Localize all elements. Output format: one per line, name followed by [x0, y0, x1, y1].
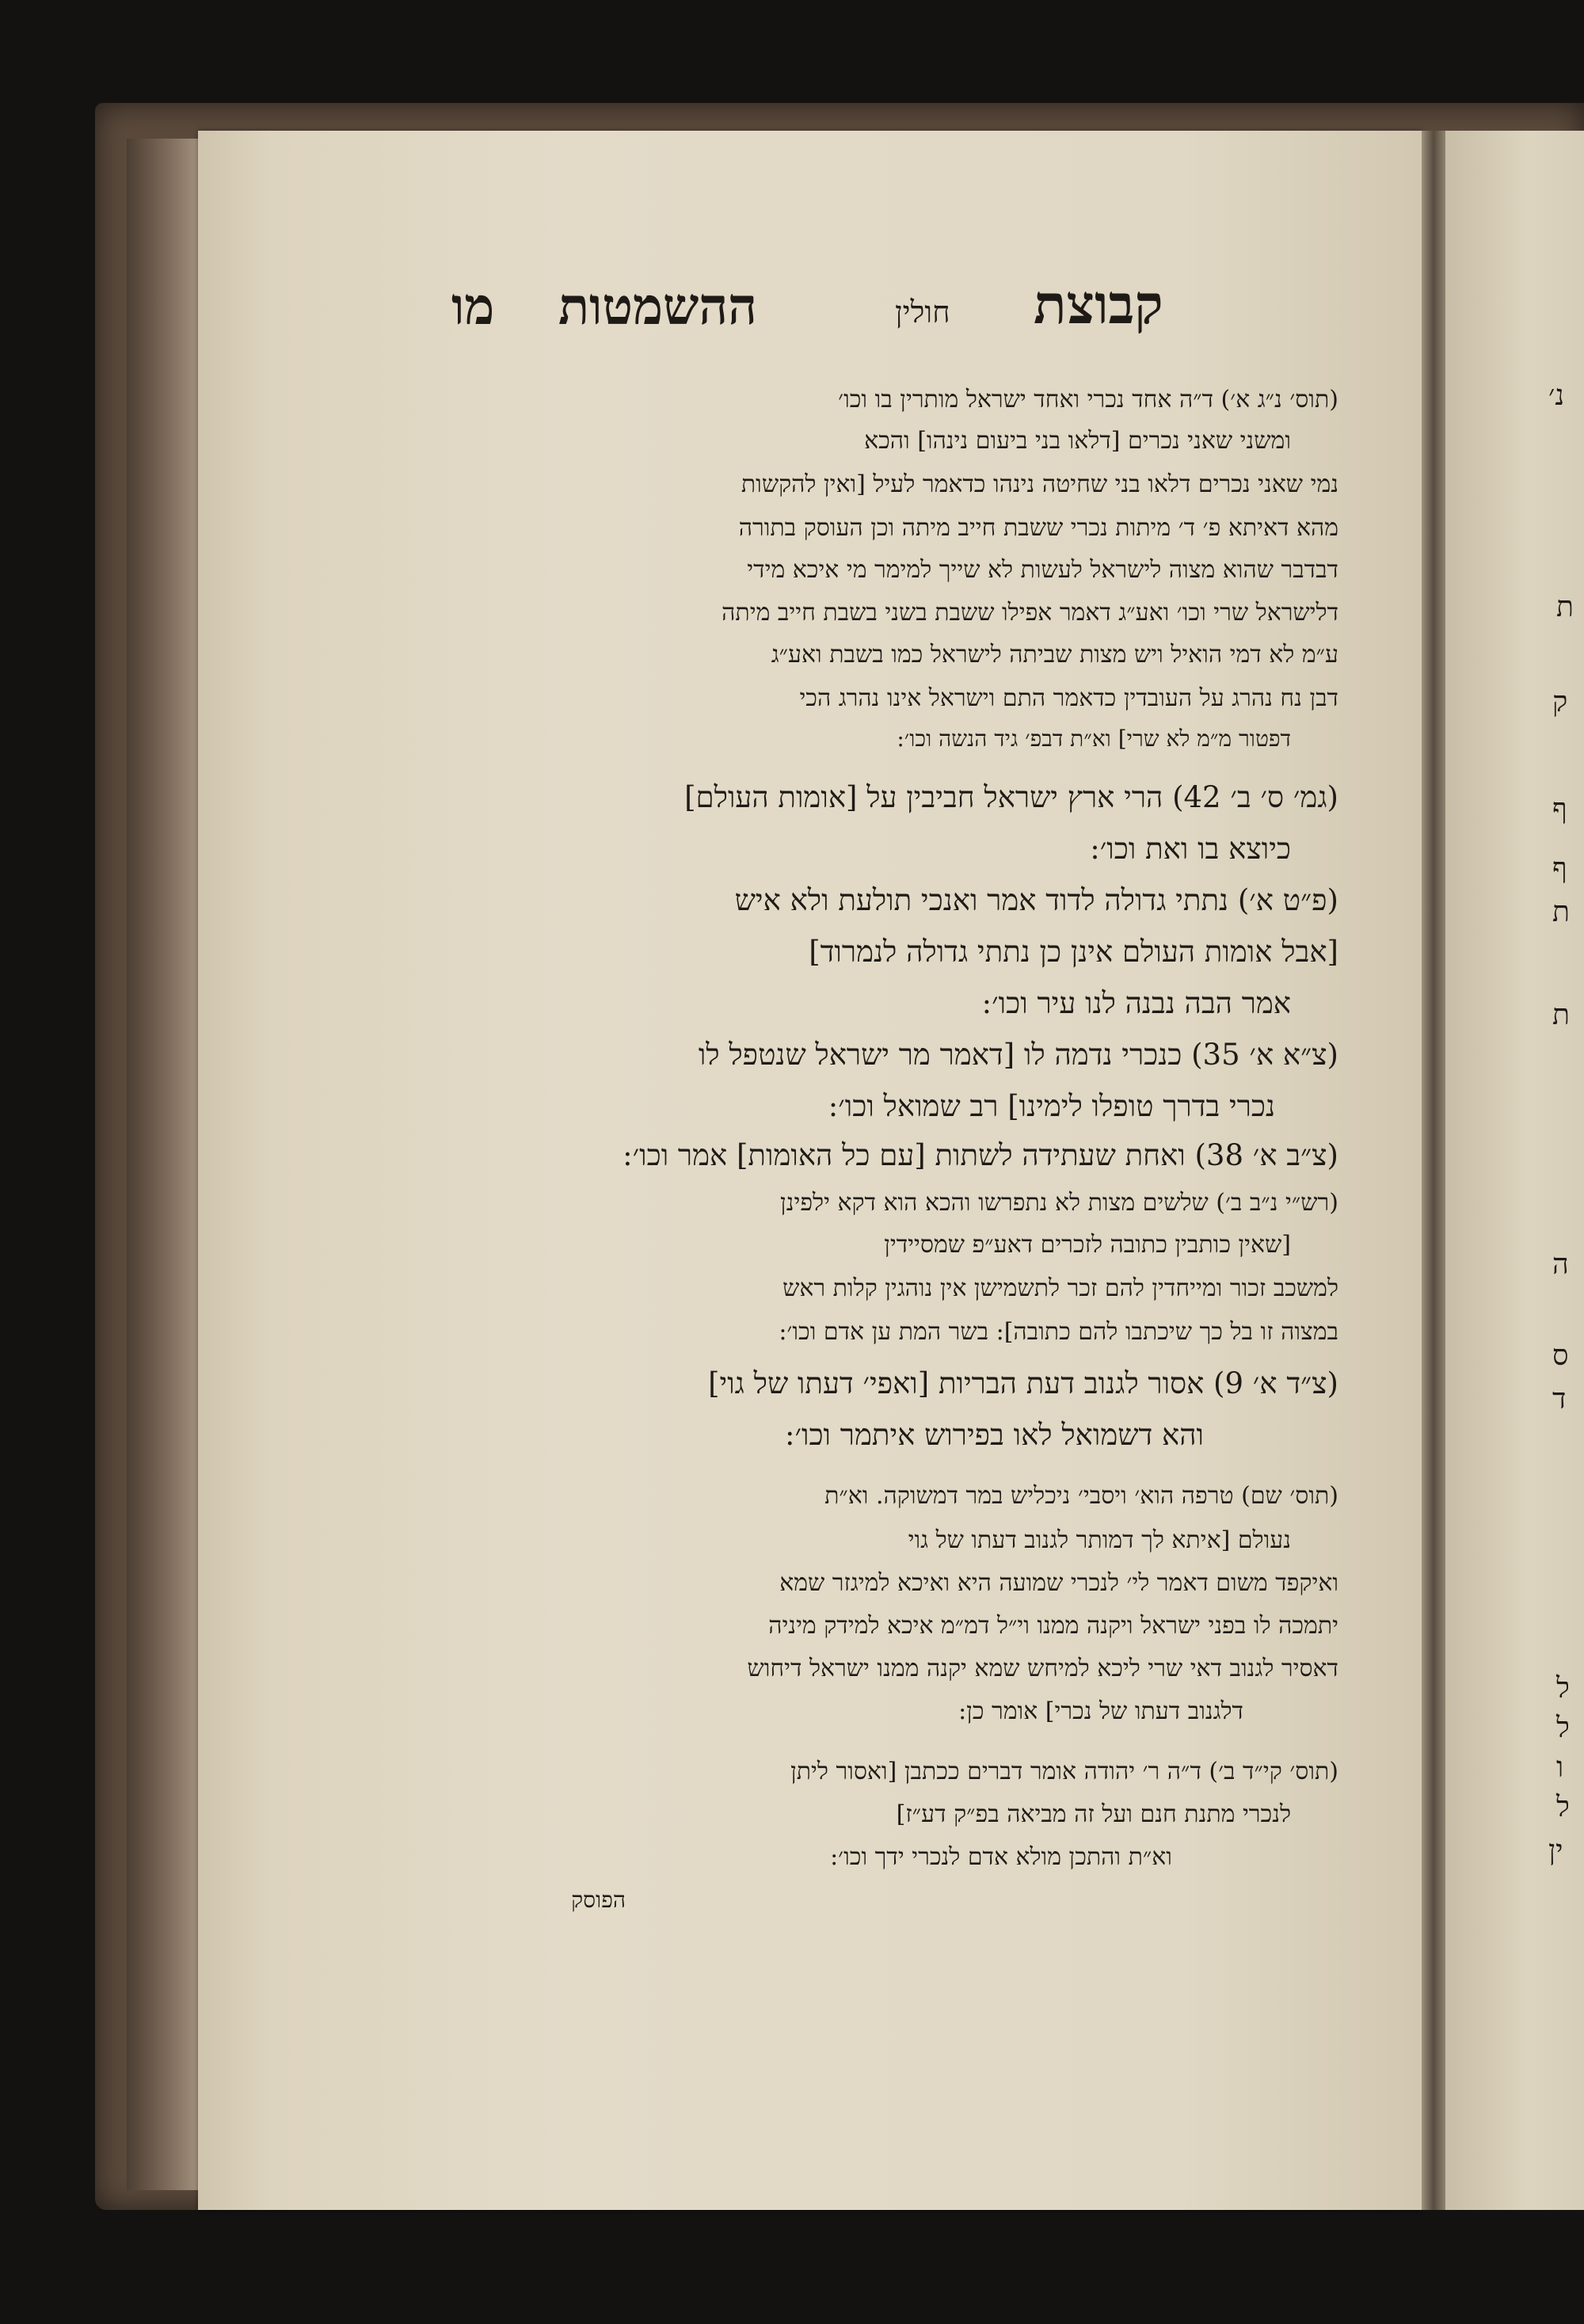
- facing-fragment: ס: [1552, 1339, 1569, 1372]
- body-line: לנכרי מתנת חנם ועל זה מביאה בפ״ק דע״ז]: [896, 1800, 1291, 1828]
- catchword: הפוסק: [571, 1887, 626, 1913]
- body-line: ע״מ לא דמי הואיל ויש מצות שביתה לישראל כמו בשבת ואע״ג: [771, 641, 1338, 669]
- body-line: במצוה זו בל כך שיכתבו להם כתובה]: בשר המת ען אדם וכו׳:: [779, 1318, 1338, 1346]
- body-line: אמר הבה נבנה לנו עיר וכו׳:: [981, 986, 1291, 1020]
- body-line: (פ״ט א׳) נתתי גדולה לדוד אמר ואנכי תולעת ולא איש: [734, 883, 1338, 917]
- body-line: דבדבר שהוא מצוה לישראל לעשות לא שייך למימר מי איכא מידי: [747, 556, 1338, 584]
- body-line: (תוס׳ שם) טרפה הוא׳ ויסבי׳ ניכליש במר דמשוקה. וא״ת: [824, 1482, 1338, 1510]
- body-line: (צ״ב א׳ 38) ואחת שעתידה לשתות [עם כל האומות] אמר וכו׳:: [623, 1138, 1338, 1172]
- body-line: למשכב זכור ומייחדין להם זכר לתשמישן אין נוהגין קלות ראש: [782, 1274, 1338, 1302]
- body-line: דאסיר לגנוב דאי שרי ליכא למיחש שמא יקנה ממנו ישראל דיחוש: [747, 1655, 1338, 1682]
- body-line: [שאין כותבין כתובה לזכרים דאע״פ שמסיידין: [884, 1231, 1291, 1259]
- facing-fragment: ת: [1552, 999, 1570, 1031]
- facing-fragment: ף: [1552, 793, 1567, 825]
- body-line: והא דשמואל לאו בפירוש איתמר וכו׳:: [784, 1418, 1204, 1452]
- body-line: ומשני שאני נכרים [דלאו בני ביעום נינהו] והכא: [864, 427, 1291, 455]
- facing-fragment: ל: [1556, 1712, 1570, 1744]
- body-line: (צ״ד א׳ 9) אסור לגנוב דעת הבריות [ואפי׳ דעתו של גוי]: [708, 1366, 1338, 1400]
- body-line: וא״ת והתכן מולא אדם לנכרי ידך וכו׳:: [830, 1843, 1172, 1871]
- body-line: ואיקפד משום דאמר לי׳ לנכרי שמועה היא ואיכא למיגזר שמא: [779, 1569, 1338, 1597]
- header-subtitle: ההשמטות: [558, 277, 757, 337]
- body-line: נמי שאני נכרים דלאו בני שחיטה נינהו כדאמר לעיל [ואין להקשות: [741, 471, 1338, 498]
- body-line: (גמ׳ ס׳ ב׳ 42) הרי ארץ ישראל חביבין על [אומות העולם]: [684, 780, 1338, 814]
- body-line: (תוס׳ קי״ד ב׳) ד״ה ר׳ יהודה אומר דברים ככתבן [ואסור ליתן: [790, 1758, 1338, 1785]
- facing-fragment: ת: [1552, 896, 1570, 928]
- body-line: כיוצא בו ואת וכו׳:: [1090, 832, 1291, 866]
- right-page-edge: [1445, 131, 1584, 2210]
- body-line: (צ״א א׳ 35) כנכרי נדמה לו [דאמר מר ישראל שנטפל לו: [698, 1038, 1338, 1072]
- body-line: נעולם [איתא לך דמותר לגנוב דעתו של גוי: [908, 1526, 1291, 1554]
- header-page-letters: מו: [451, 277, 495, 337]
- header-title: קבוצת: [1034, 273, 1163, 337]
- facing-fragment: ו: [1556, 1751, 1564, 1784]
- facing-fragment: ה: [1552, 1248, 1569, 1281]
- body-line: נכרי בדרך טופלו לימינו] רב שמואל וכו׳:: [828, 1089, 1275, 1123]
- facing-fragment: ק: [1552, 686, 1568, 718]
- body-line: מהא דאיתא פ׳ ד׳ מיתות נכרי ששבת חייב מיתה וכן העוסק בתורה: [738, 514, 1338, 542]
- facing-fragment: ין: [1548, 1834, 1563, 1867]
- facing-fragment: ל: [1556, 1672, 1570, 1705]
- body-line: (תוס׳ נ״ג א׳) ד״ה אחד נכרי ואחד ישראל מותרין בו וכו׳: [838, 386, 1338, 413]
- book-gutter: [1422, 131, 1445, 2210]
- facing-fragment: ף: [1552, 852, 1567, 885]
- facing-fragment: ד: [1552, 1383, 1567, 1415]
- body-line: יתמכה לו בפני ישראל ויקנה ממנו וי״ל דמ״מ איכא למידק מיניה: [768, 1612, 1338, 1640]
- body-line: דלגנוב דעתו של נכרי] אומר כן:: [958, 1697, 1243, 1725]
- facing-fragment: נ׳: [1548, 379, 1565, 412]
- header-tractate: חולין: [895, 295, 950, 330]
- body-line: [אבל אומות העולם אינן כן נתתי גדולה לנמרוד]: [809, 935, 1338, 969]
- facing-fragment: ל: [1556, 1791, 1570, 1823]
- facing-fragment: ת: [1556, 591, 1574, 623]
- body-line: (רש״י נ״ב ב׳) שלשים מצות לא נתפרשו והכא הוא דקא ילפינן: [780, 1189, 1338, 1217]
- body-line: דפטור מ״מ לא שרי] וא״ת דבפ׳ גיד הנשה וכו׳:: [897, 726, 1291, 752]
- body-line: דבן נח נהרג על העובדין כדאמר התם וישראל אינו נהרג הכי: [799, 684, 1338, 712]
- body-line: דלישראל שרי וכו׳ ואע״ג דאמר אפילו ששבת בשני בשבת חייב מיתה: [722, 599, 1338, 627]
